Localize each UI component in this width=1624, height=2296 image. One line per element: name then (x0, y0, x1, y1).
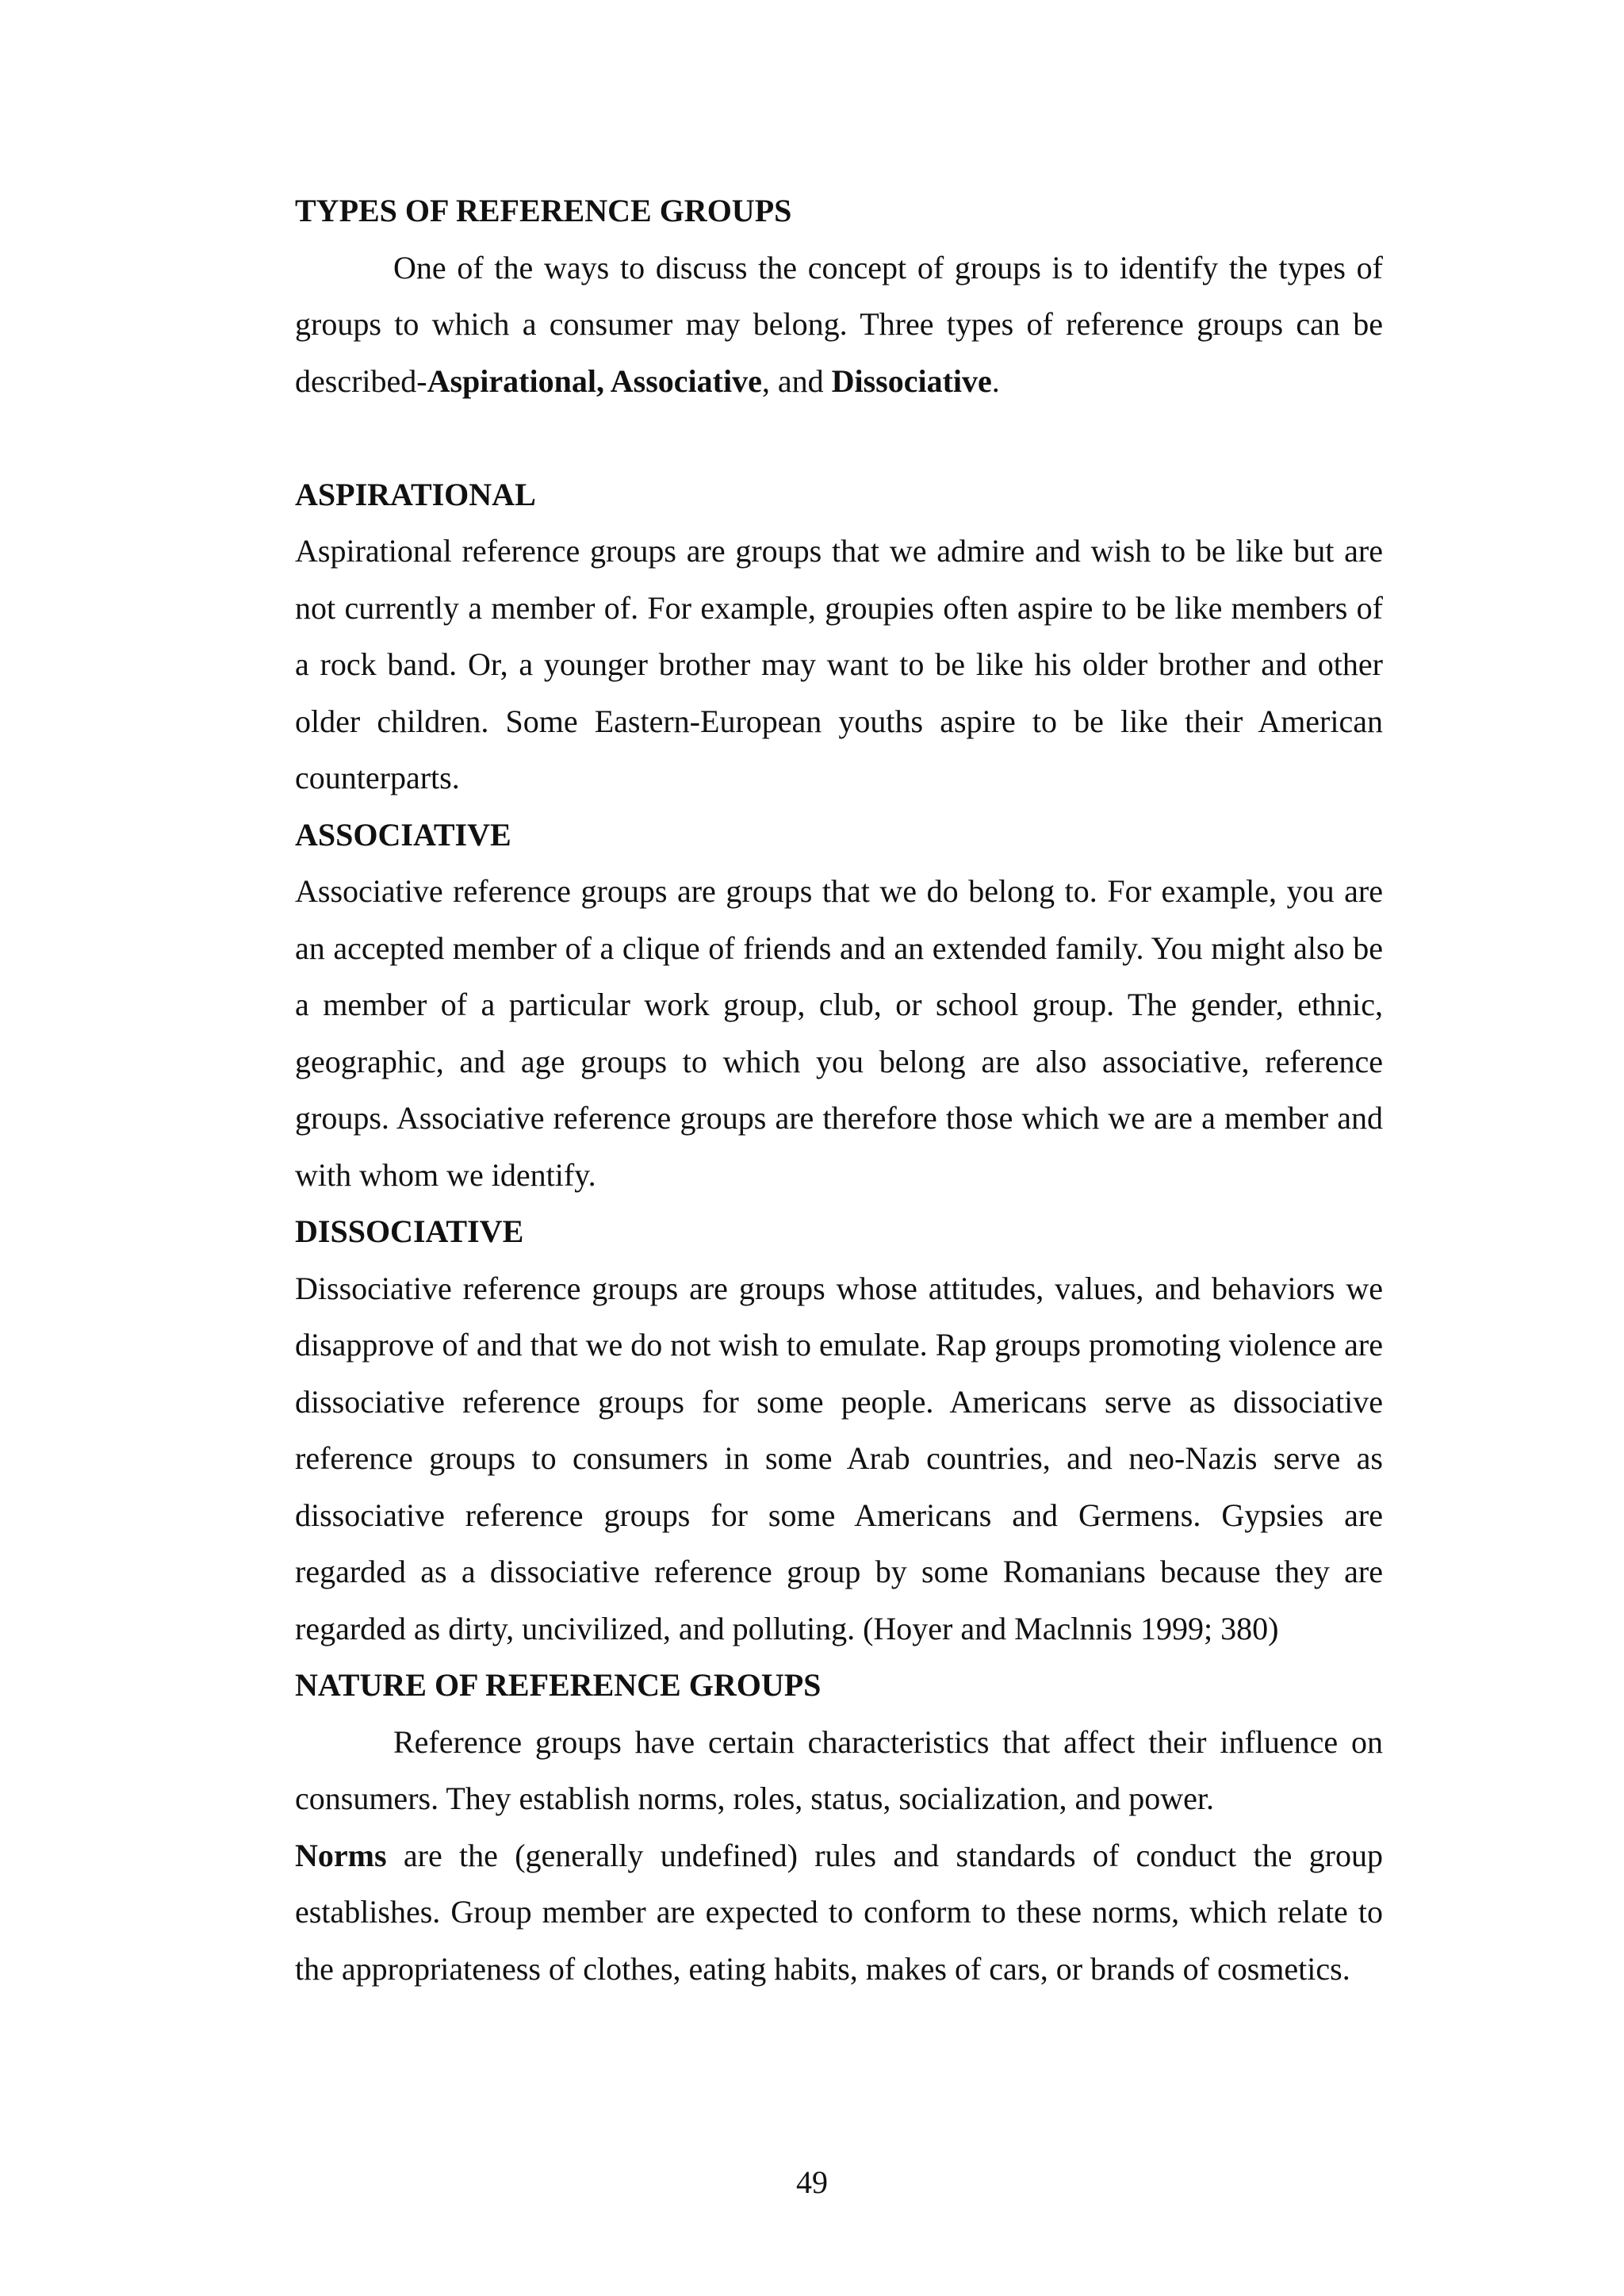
types-intro-paragraph (295, 240, 1383, 410)
types-intro-text: One of the ways to discuss the concept of groups is to identify the types of groups to which a consumer may belong. Three types of reference groups can be described- (295, 249, 1383, 399)
types-separator: , and (761, 362, 832, 399)
term-norms: Norms (295, 1837, 387, 1873)
aspirational-paragraph: Aspirational reference groups are groups that we admire and wish to be like but are not currently a member of. For example, groupies often aspire to be like members of a rock band. Or, a younger brother may want to be like his older brother and other older children. Some Eastern-European youths aspire to be like their American counterparts. (295, 533, 1383, 795)
term-aspirational-associative: Aspirational, Associative (427, 362, 762, 399)
dissociative-paragraph: Dissociative reference groups are groups whose attitudes, values, and behaviors we disapprove of and that we do not wish to emulate. Rap groups promoting violence are dissociative reference groups for some people. Americans serve as dissociative reference groups to consumers in some Arab countries, and neo-Nazis serve as dissociative reference groups for some Americans and Germens. Gypsies are regarded as a dissociative reference group by some Romanians because they are regarded as dirty, uncivilized, and polluting. (Hoyer and Maclnnis 1999; 380) (295, 1270, 1383, 1646)
document-page (295, 182, 1383, 1997)
blank-line (295, 409, 1383, 466)
section-heading-aspirational: ASPIRATIONAL (295, 476, 536, 512)
nature-paragraph: Reference groups have certain characteristics that affect their influence on consumers. They establish norms, roles, status, socialization, and power. (295, 1723, 1383, 1816)
norms-paragraph (295, 1827, 1383, 1998)
types-period: . (991, 362, 1000, 399)
section-heading-types: TYPES OF REFERENCE GROUPS (295, 193, 792, 228)
section-heading-associative: ASSOCIATIVE (295, 816, 511, 853)
section-heading-dissociative: DISSOCIATIVE (295, 1213, 524, 1249)
page-number: 49 (796, 2164, 828, 2200)
norms-text: are the (generally undefined) rules and standards of conduct the group establishes. Group member are expected to conform to these norms, which relate to the appropriateness of clothes, eating habits, makes of cars, or brands of cosmetics. (295, 1837, 1383, 1987)
associative-paragraph: Associative reference groups are groups that we do belong to. For example, you are an accepted member of a clique of friends and an extended family. You might also be a member of a particular work group, club, or school group. The gender, ethnic, geographic, and age groups to which you belong are also associative, reference groups. Associative reference groups are therefore those which we are a member and with whom we identify. (295, 873, 1383, 1193)
section-heading-nature: NATURE OF REFERENCE GROUPS (295, 1667, 822, 1703)
term-dissociative: Dissociative (831, 362, 992, 399)
